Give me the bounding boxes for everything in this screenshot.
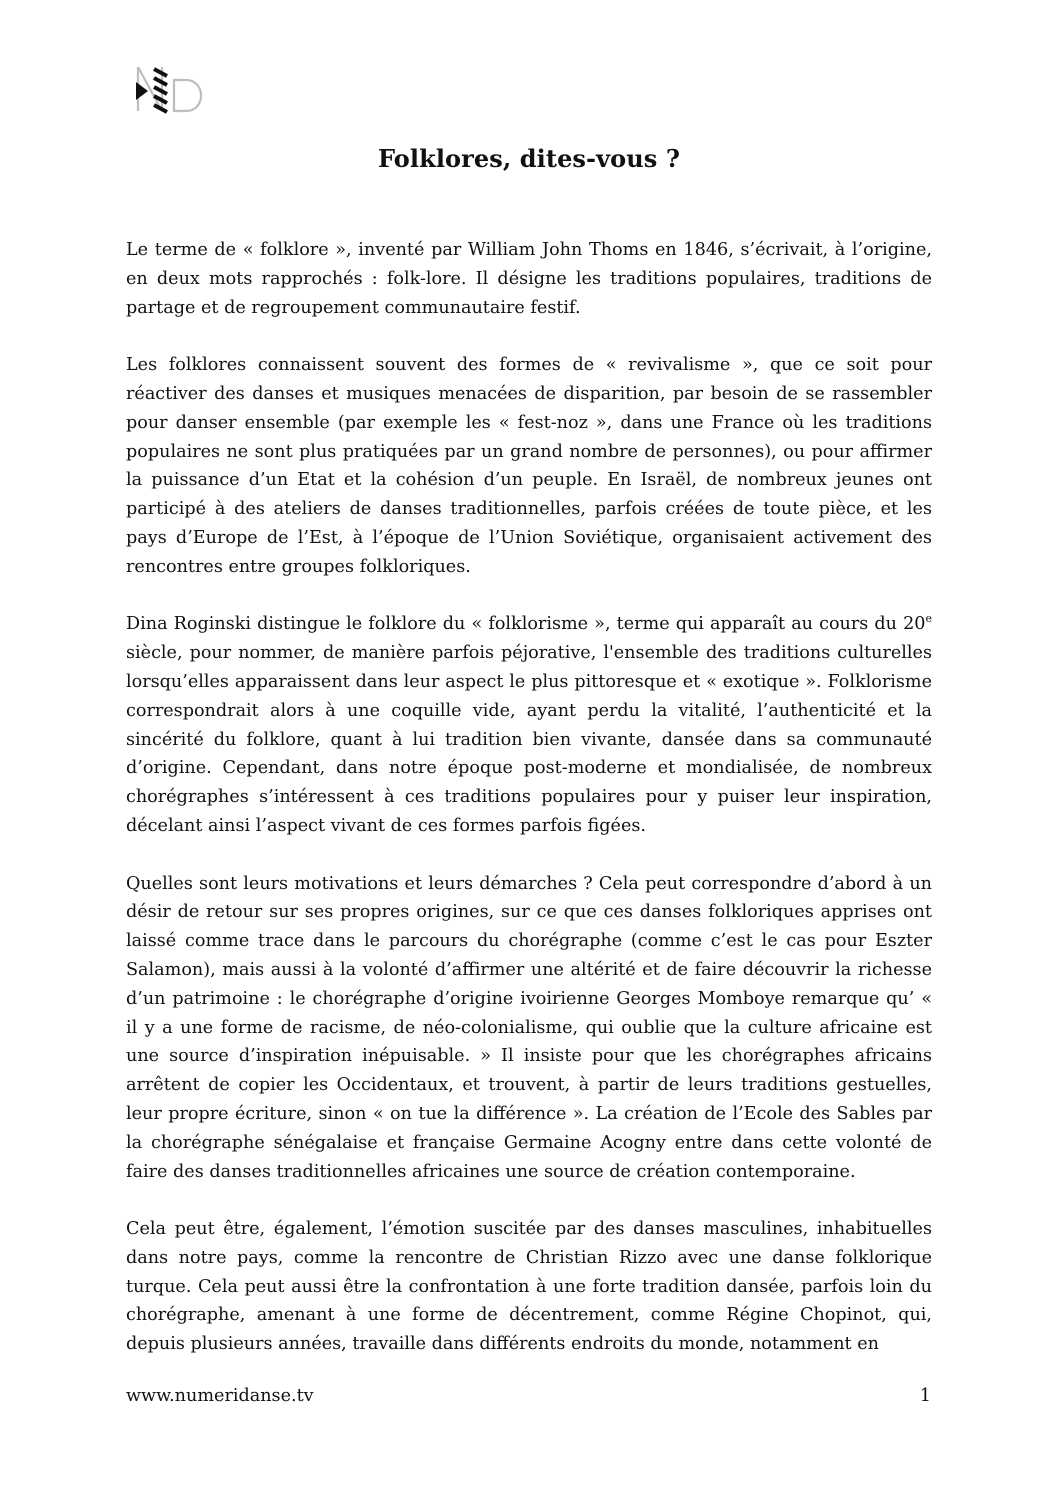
ordinal-suffix: e (925, 612, 932, 626)
paragraph: Le terme de « folklore », inventé par William John Thoms en 1846, s’écrivait, à l’origine, en deux mots rapprochés : folk-lore. Il désigne les traditions populaires, traditions de partage et de regroupement communautaire festif. (126, 240, 932, 318)
page-number: 1 (919, 1386, 931, 1406)
paragraph: Les folklores connaissent souvent des formes de « revivalisme », que ce soit pour réactiver des danses et musiques menacées de disparition, par besoin de se rassembler pour danser ensemble (par exemple les « fest-noz », dans une France où les traditions populaires ne sont plus pratiquées par un grand nombre de personnes), ou pour affirmer la puissance d’un Etat et la cohésion d’un peuple. En Israël, de nombreux jeunes ont participé à des ateliers de danses traditionnelles, parfois créées de toute pièce, et les pays d’Europe de l’Est, à l’époque de l’Union Soviétique, organisaient activement des rencontres entre groupes folkloriques. (126, 355, 932, 577)
paragraph: Quelles sont leurs motivations et leurs démarches ? Cela peut correspondre d’abord à un désir de retour sur ses propres origines, sur ce que ces danses folkloriques apprises ont laissé comme trace dans le parcours du chorégraphe (comme c’est le cas pour Eszter Salamon), mais aussi à la volonté d’affirmer une altérité et de faire découvrir la richesse d’un patrimoine : le chorégraphe d’origine ivoirienne Georges Momboye remarque qu’ « il y a une forme de racisme, de néo-colonialisme, qui oublie que la culture africaine est une source d’inspiration inépuisable. » Il insiste pour que les chorégraphes africains arrêtent de copier les Occidentaux, et trouvent, à partir de leurs traditions gestuelles, leur propre écriture, sinon « on tue la différence ». La création de l’Ecole des Sables par la chorégraphe sénégalaise et française Germaine Acogny entre dans cette volonté de faire des danses traditionnelles africaines une source de création contemporaine. (126, 873, 932, 1182)
paragraph: Cela peut être, également, l’émotion suscitée par des danses masculines, inhabituelles dans notre pays, comme la rencontre de Christian Rizzo avec une danse folklorique turque. Cela peut aussi être la confrontation à une forte tradition dansée, parfois loin du chorégraphe, amenant à une forme de décentrement, comme Régine Chopinot, qui, depuis plusieurs années, travaille dans différents endroits du monde, notamment en (126, 1219, 932, 1355)
paragraph (126, 610, 932, 840)
nd-logo-icon (134, 64, 214, 114)
page-title: Folklores, dites-vous ? (377, 144, 681, 173)
paragraph-text: Dina Roginski distingue le folklore du « folklorisme », terme qui apparaît au cours du 20 (126, 614, 926, 635)
footer-url: www.numeridanse.tv (126, 1386, 314, 1406)
article-body (126, 236, 932, 1359)
paragraph-text: siècle, pour nommer, de manière parfois péjorative, l'ensemble des traditions culturelles lorsqu’elles apparaissent dans leur aspect le plus pittoresque et « exotique ». Folklorisme correspondrait alors à une coquille vide, ayant perdu la vitalité, l’authenticité et la sincérité du folklore, quant à lui tradition bien vivante, dansée dans sa communauté d’origine. Cependant, dans notre époque post-moderne et mondialisée, de nombreux chorégraphes s’intéressent à ces traditions populaires pour y puiser leur inspiration, décelant ainsi l’aspect vivant de ces formes parfois figées. (126, 643, 932, 836)
